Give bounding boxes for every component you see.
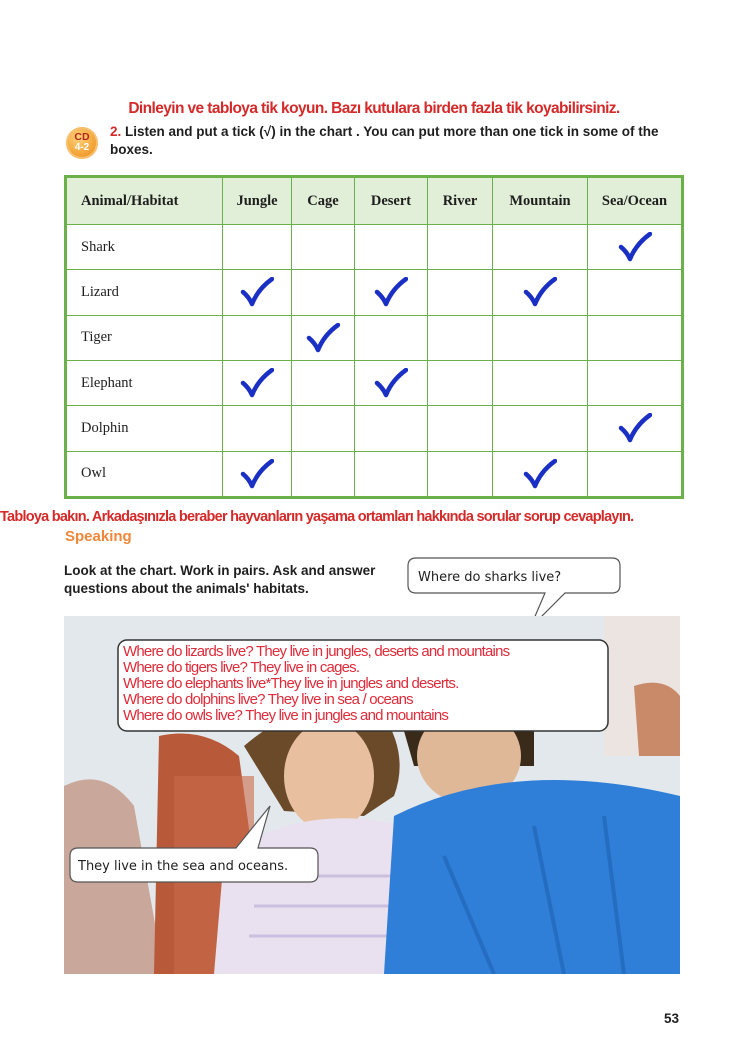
- animal-name: Lizard: [67, 270, 223, 315]
- column-header: River: [428, 178, 493, 225]
- column-header: Sea/Ocean: [588, 178, 682, 225]
- task-text: Listen and put a tick (√) in the chart . You can put more than one tick in some of the boxes.: [110, 124, 659, 157]
- animal-name: Tiger: [67, 315, 223, 360]
- animal-name: Owl: [67, 451, 223, 496]
- cd-track-number: 4-2: [74, 142, 90, 153]
- question-bubble-text: Where do sharks live?: [418, 570, 562, 585]
- answer-line: Where do lizards live? They live in jungles, deserts and mountains: [123, 643, 510, 660]
- column-header: Cage: [292, 178, 355, 225]
- answer-line: Where do tigers live? They live in cages.: [123, 659, 360, 676]
- column-header: Mountain: [493, 178, 588, 225]
- turkish-instruction: Dinleyin ve tabloya tik koyun. Bazı kutulara birden fazla tik koyabilirsiniz.: [128, 100, 620, 117]
- page-number: 53: [664, 1011, 680, 1026]
- animal-name: Dolphin: [67, 406, 223, 451]
- reply-bubble-text: They live in the sea and oceans.: [78, 859, 289, 874]
- task-number: 2.: [110, 124, 122, 139]
- answer-line: Where do dolphins live? They live in sea / oceans: [123, 691, 413, 708]
- animal-name: Elephant: [67, 360, 223, 405]
- speaking-heading: Speaking: [65, 528, 132, 545]
- cd-label: CD: [74, 131, 90, 143]
- column-header: Desert: [355, 178, 428, 225]
- column-header: Animal/Habitat: [67, 178, 223, 225]
- column-header: Jungle: [223, 178, 292, 225]
- answer-line: Where do owls live? They live in jungles and mountains: [123, 707, 449, 724]
- animal-name: Shark: [67, 225, 223, 270]
- turkish-speaking-instruction: Tabloya bakın. Arkadaşınızla beraber hayvanların yaşama ortamları hakkında sorular sorup cevaplayın.: [0, 509, 634, 525]
- speaking-instruction: Look at the chart. Work in pairs. Ask and answer questions about the animals' habitats.: [64, 563, 376, 596]
- answer-line: Where do elephants live*They live in jungles and deserts.: [123, 675, 459, 692]
